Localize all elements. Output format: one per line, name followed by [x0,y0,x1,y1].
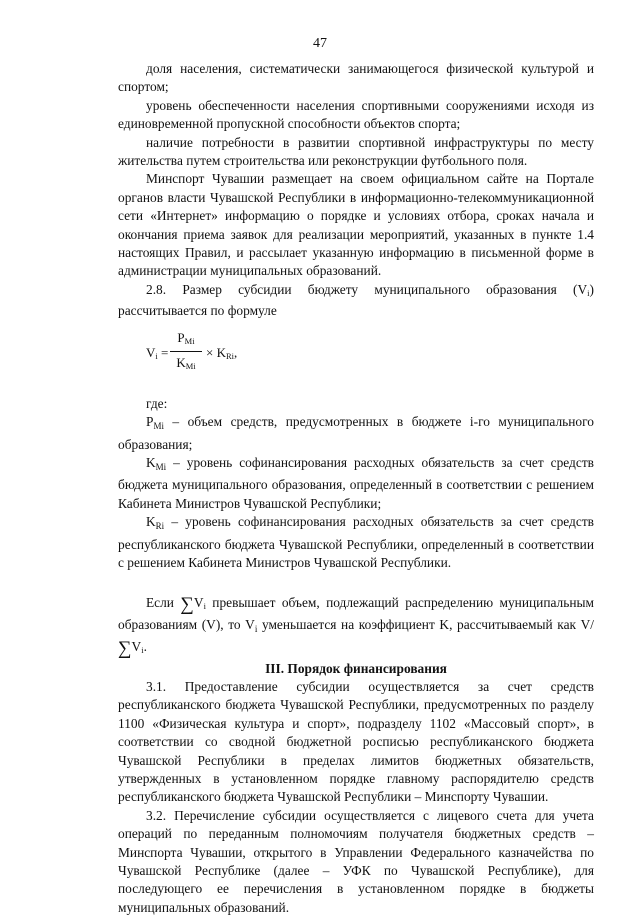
document-body [118,60,594,917]
definition-kri [118,513,594,572]
reduction-vi-sub: i [254,623,258,634]
reduction-v2: V [131,639,142,655]
definition-kri-symbol: K [146,514,156,530]
definition-kri-text: – уровень софинансирования расходных обязательств за счет средств республиканского бюджета Чувашской Республики, определенный в соответствии с решением Кабинета Министров Чувашской Республики. [118,514,594,570]
reduction-v2-sub: i [141,645,144,656]
formula-rhs-symbol: K [216,344,226,360]
paragraph-3-2: 3.2. Перечисление субсидии осуществляется с лицевого счета для учета операций по переданным полномочиям получателя бюджетных средств – Минспорта Чувашии, открытого в Управлении Федерального казначейства по Чувашской Республике (далее – УФК по Чувашской Республике), для последующего ее перечисления в установленном порядке в бюджеты муниципальных образований. [118,807,594,915]
definition-pmi-sub: Mi [153,421,164,432]
paragraph-reduction [118,594,594,659]
paragraph-3-1: 3.1. Предоставление субсидии осуществляется за счет средств республиканского бюджета Чувашской Республики, предусмотренных по разделу 1100 «Физическая культура и спорт», подразделу 1102 «Массовый спорт», в соответствии со сводной бюджетной росписью республиканского бюджета Чувашской Республики в пределах лимитов бюджетных обязательств, утвержденных в установленном порядке главному распорядителю средств республиканского бюджета Чувашской Республики – Минспорту Чувашии. [118,678,594,805]
definition-pmi-symbol: P [146,414,154,430]
definition-kmi-symbol: K [146,454,156,470]
definition-kmi [118,454,594,513]
paragraph-2-8-sub: i [587,287,590,298]
reduction-v-sub: i [203,601,206,612]
formula-denominator [170,352,202,375]
definition-kmi-sub: Mi [155,461,167,472]
formula-den-sub: Mi [185,361,196,372]
subsidy-formula [146,327,594,383]
formula-lhs-sub: i [155,350,158,361]
formula-den-symbol: K [176,355,186,371]
sum-symbol-2: ∑ [118,638,132,660]
definition-pmi [118,413,594,454]
formula-end: , [234,344,238,360]
paragraph-minsport: Минспорт Чувашии размещает на своем официальном сайте на Портале органов власти Чувашской Республики в информационно-телекоммуникационной сети «Интернет» информацию о порядке и условиях отбора, сроках начала и окончания приема заявок для реализации мероприятий, указанных в пункте 1.4 настоящих Правил, и рассылает указанную информацию в письменной форме в администрации муниципальных образований. [118,171,594,279]
paragraph-2-8-text-b: ) рассчитывается по формуле [118,281,594,319]
formula-lhs [146,344,168,365]
section-heading: III. Порядок финансирования [265,660,447,676]
paragraph-2-8 [118,281,594,321]
paragraph-infrastructure: наличие потребности в развитии спортивной инфраструктуры по месту жительства путем строительства или реконструкции футбольного поля. [118,134,594,169]
reduction-end: . [143,639,147,655]
formula-numerator [170,329,202,352]
paragraph-facilities: уровень обеспеченности населения спортивными сооружениями исходя из единовременной пропускной способности объектов спорта; [118,97,594,132]
formula-num-sub: Mi [184,335,195,346]
reduction-text-a: Если [146,595,181,611]
paragraph-sport-share: доля населения, систематически занимающегося физической культурой и спортом; [118,61,594,95]
definitions-intro: где: [146,395,168,411]
definition-pmi-text: – объем средств, предусмотренных в бюджете i-го муниципального образования; [118,414,594,452]
formula-equals: = [157,344,169,360]
definition-kri-sub: Ri [155,521,165,532]
formula-rhs-sub: Ri [225,350,235,361]
reduction-text-b: превышает объем, подлежащий распределению муниципальным образованиям (V), то V [118,595,594,632]
reduction-text-c: уменьшается на коэффициент K, рассчитываемый как V/ [257,616,594,632]
formula-rhs [206,344,237,365]
formula-fraction [170,329,202,376]
formula-num-symbol: P [177,329,185,345]
page-number: 47 [313,36,327,51]
definition-kmi-text: – уровень софинансирования расходных обязательств за счет средств бюджета муниципального образования, определенный в соответствии с решением Кабинета Министров Чувашской Республики; [118,454,594,511]
sum-symbol: ∑ [180,594,194,616]
formula-times: × [206,344,217,360]
formula-lhs-symbol: V [146,344,156,360]
reduction-v: V [193,595,204,611]
paragraph-2-8-text-a: 2.8. Размер субсидии бюджету муниципального образования (V [146,281,588,297]
